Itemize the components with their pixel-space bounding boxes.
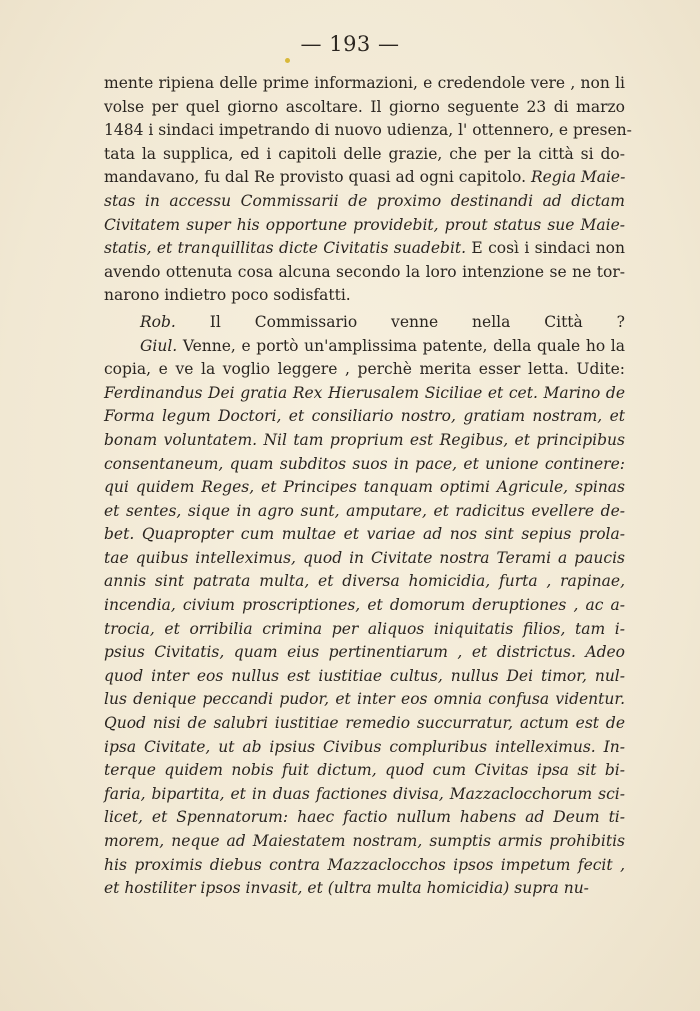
- italic-text: consentaneum, quam subditos suos in pace, et unione continere:: [104, 454, 625, 473]
- text-line: [104, 358, 625, 382]
- text-line: [104, 405, 625, 429]
- italic-text: his proximis diebus contra Mazzaclocchos ipsos impetum fecit ,: [104, 855, 625, 874]
- text-line: [104, 311, 625, 335]
- italic-text: Quod nisi de salubri iustitiae remedio succurratur, actum est de: [104, 714, 625, 733]
- italic-text: ipsa Civitate, ut ab ipsius Civibus compluribus intelleximus. In-: [104, 737, 625, 756]
- italic-text: psius Civitatis, quam eius pertinentiarum , et districtus. Adeo: [104, 643, 625, 662]
- text-line: [104, 143, 625, 167]
- text-segment: 1484 i sindaci impetrando di nuovo udienza, l' ottennero, e presen-: [104, 121, 632, 140]
- text-line: [104, 594, 625, 618]
- text-line: [104, 830, 625, 854]
- italic-text: incendia, civium proscriptiones, et domorum deruptiones , ac a-: [104, 596, 625, 615]
- text-segment: Il Commissario venne nella Città ?: [175, 312, 625, 331]
- text-line: [104, 237, 625, 261]
- text-line: [104, 854, 625, 878]
- text-line: [104, 96, 625, 120]
- body-text: [104, 72, 632, 901]
- text-line: [104, 641, 625, 665]
- text-line: [104, 523, 625, 547]
- text-line: [104, 261, 625, 285]
- page-number: — 193 —: [300, 32, 400, 56]
- italic-text: tae quibus intelleximus, quod in Civitate nostra Terami a paucis: [104, 548, 625, 567]
- italic-text: Regia Maie-: [530, 168, 626, 187]
- italic-text: licet, et Spennatorum: haec factio nullum habens ad Deum ti-: [104, 808, 625, 827]
- text-line: [104, 547, 625, 571]
- text-line: [104, 500, 625, 524]
- italic-text: morem, neque ad Maiestatem nostram, sumptis armis prohibitis: [104, 832, 625, 850]
- text-segment: Venne, e portò un'amplissima patente, della quale ho la: [177, 336, 625, 355]
- italic-text: faria, bipartita, et in duas factiones divisa, Mazzaclocchorum sci-: [104, 784, 625, 803]
- italic-text: stas in accessu Commissarii de proximo destinandi ad dictam: [104, 191, 625, 210]
- text-line: [104, 688, 625, 712]
- italic-text: bet. Quapropter cum multae et variae ad nos sint sepius prola-: [104, 525, 625, 544]
- text-segment: tata la supplica, ed i capitoli delle grazie, che per la città si do-: [104, 144, 625, 163]
- text-segment: mandavano, fu dal Re provisto quasi ad ogni capitolo.: [104, 168, 531, 187]
- text-line: [104, 382, 625, 406]
- text-line: [104, 72, 625, 96]
- ink-speck: [285, 58, 290, 63]
- text-segment: avendo ottenuta cosa alcuna secondo la loro intenzione se ne tor-: [104, 262, 625, 281]
- text-line: [104, 665, 625, 689]
- text-line: [104, 284, 625, 308]
- italic-text: statis, et tranquillitas dicte Civitatis suadebit.: [104, 239, 467, 258]
- italic-text: bonam voluntatem. Nil tam proprium est Regibus, et principibus: [104, 430, 625, 449]
- italic-text: quod inter eos nullus est iustitiae cultus, nullus Dei timor, nul-: [104, 666, 625, 685]
- text-line: [104, 476, 625, 500]
- text-line: [104, 214, 625, 238]
- text-line: [104, 429, 625, 453]
- text-line: [104, 166, 625, 190]
- text-line: [104, 190, 625, 214]
- text-segment: volse per quel giorno ascoltare. Il giorno seguente 23 di marzo: [104, 97, 625, 116]
- italic-text: qui quidem Reges, et Principes tanquam optimi Agricule, spinas: [104, 478, 625, 497]
- text-line: [104, 570, 625, 594]
- text-line: [104, 877, 625, 901]
- text-segment: E così i sindaci non: [466, 239, 625, 258]
- text-line: [104, 618, 625, 642]
- italic-text: trocia, et orribilia crimina per aliquos iniquitatis filios, tam i-: [104, 619, 625, 638]
- italic-text: lus denique peccandi pudor, et inter eos omnia confusa videntur.: [104, 690, 625, 709]
- text-line: [104, 736, 625, 760]
- italic-text: Rob.: [140, 312, 176, 331]
- italic-text: Giul.: [140, 336, 178, 355]
- italic-text: annis sint patrata multa, et diversa homicidia, furta , rapinae,: [104, 572, 625, 591]
- italic-text: et sentes, sique in agro sunt, amputare, et radicitus evellere de-: [104, 501, 625, 520]
- italic-text: et hostiliter ipsos invasit, et (ultra multa homicidia) supra nu-: [104, 879, 589, 898]
- text-line: [104, 806, 625, 830]
- text-segment: narono indietro poco sodisfatti.: [104, 286, 351, 305]
- text-segment: mente ripiena delle prime informazioni, e credendole vere , non li: [104, 74, 625, 92]
- italic-text: Ferdinandus Dei gratia Rex Hierusalem Siciliae et cet. Marino de: [104, 383, 625, 402]
- text-line: [104, 335, 625, 359]
- italic-text: terque quidem nobis fuit dictum, quod cum Civitas ipsa sit bi-: [104, 761, 625, 780]
- text-line: [104, 453, 625, 477]
- italic-text: Forma legum Doctori, et consiliario nostro, gratiam nostram, et: [104, 407, 625, 426]
- text-segment: copia, e ve la voglio leggere , perchè merita esser letta. Udite:: [104, 360, 625, 379]
- italic-text: Civitatem super his opportune providebit, prout status sue Maie-: [104, 215, 625, 234]
- text-line: [104, 119, 632, 143]
- text-line: [104, 783, 625, 807]
- text-line: [104, 759, 625, 783]
- text-line: [104, 712, 625, 736]
